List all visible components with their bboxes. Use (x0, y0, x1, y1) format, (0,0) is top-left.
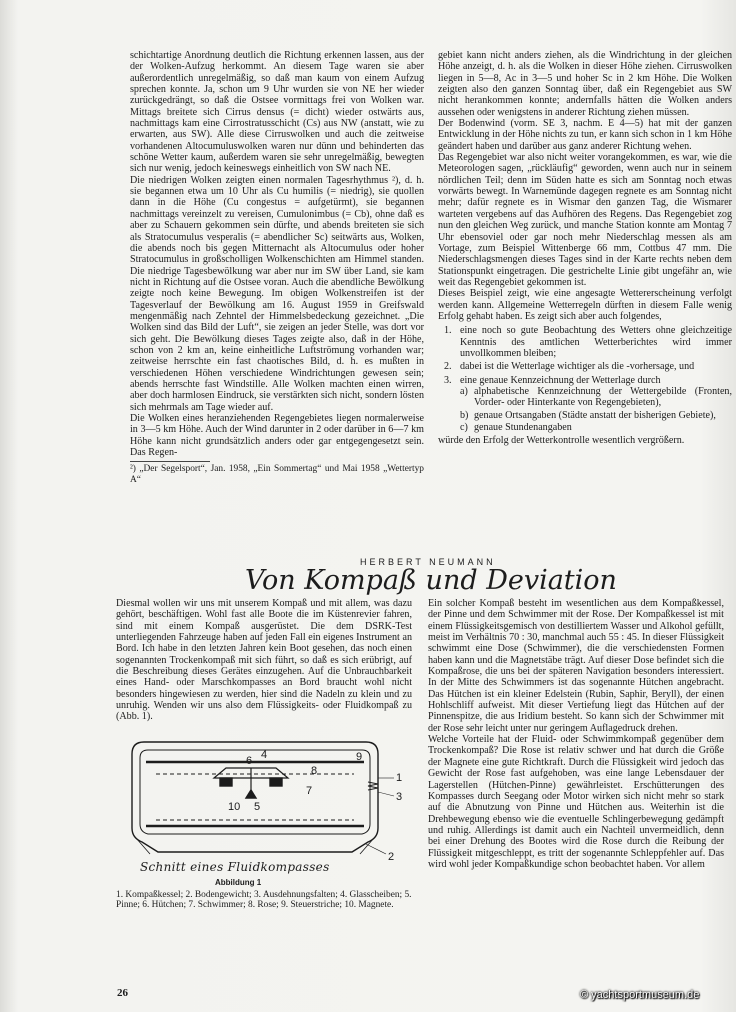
figure-number-9: 9 (356, 751, 363, 763)
figure-number-2: 2 (388, 851, 395, 863)
figure-number-10: 10 (228, 801, 241, 813)
compass-cross-section-figure (116, 738, 412, 863)
paragraph: Die niedrigen Wolken zeigten einen normalen Tagesrhythmus ²), d. h. sie begannen etwa um 10 Uhr als Cu humilis (= niedrig), sie quollen dann in die Höhe (Cu congestus = aufgetürmt), sie begannen nachmittags vereinzelt zu vereisen, Cumulonimbus (= Cb), ohne daß es aber zu Schauern gekommen sein dürfte, und abends breiteten sie sich als Stratocumulus vesperalis (= abendlicher Sc) seitwärts aus, Wolken, die abends noch bis gegen Mitternacht als Altocumulus oder hoher Stratocumulus in großscholligen Wolkenschichten am Himmel standen. Die niedrige Tagesbewölkung war aber nur im SW über Land, sie kam nicht in Richtung auf die Ostsee voran. Auch die abendliche Bewölkung zeigte noch keine Bewegung. Im obigen Wolkenstreifen ist der Tagesverlauf der Bewölkung am 16. August 1959 in Greifswald mengenmäßig nach Zehntel der Himmelsbedeckung gezeichnet. „Die Wolken sind das Bild der Luft“, sie zeigen an jeder Stelle, was dort vor sich geht. Die Bewölkung dieses Tages zeigte also, daß in der Höhe, schon von 2 km an, keine einheitliche Luftströmung vorhanden war; zeitweise herrschte ein fast chaotisches Bild, d. h. es mußten in verschiedenen Höhen verschiedene Windrichtungen gewesen sein; abends herrschte fast Windstille. Alle Wolken machten einen wirren, aber doch harmlosen Eindruck, sie verstärkten sich nicht, sondern lösten sich mehrmals am Tage wieder auf. (130, 174, 424, 413)
paragraph: Der Bodenwind (vorm. SE 3, nachm. E 4—5) hat mit der ganzen Entwicklung in der Höhe nichts zu tun, er kann sich schon in 1 km Höhe geändert haben und darüber aus ganz anderer Richtung wehen. (438, 118, 732, 152)
page-number: 26 (117, 987, 128, 999)
paragraph: schichtartige Anordnung deutlich die Richtung erkennen lassen, aus der der Wolken-Aufzug herkommt. An diesem Tage waren sie aber außerordentlich unregelmäßig, so daß man kaum von einem Aufzug sprechen konnte. Ja, schon um 9 Uhr wurden sie von NE her wieder zurückgedrängt, so daß die Ostsee vormittags frei von Wolken war. Mittags breitete sich Cirrus densus (= dicht) wieder ostwärts aus, nachmittags kam eine Cirrostratusschicht (Cs) aus NW (anstatt, wie zu erwarten, aus SW). Alle diese Cirruswolken und auch die zeitweise vorhandenen Altocumuluswolken waren nur dünn und behinderten das schöne Wetter kaum, außerdem waren sie sehr unregelmäßig, bewegten sich nur wenig, jedoch keineswegs einheitlich von SW nach NE. (130, 50, 424, 175)
article-title: Von Kompaß und Deviation (245, 565, 617, 596)
figure-number-6: 6 (246, 755, 253, 767)
figure-label: Abbildung 1 (215, 878, 262, 887)
paragraph: Ein solcher Kompaß besteht im wesentlichen aus dem Kompaßkessel, der Pinne und dem Schwimmer mit der Rose. Der Kompaßkessel ist mit einem Flüssigkeitsgemisch von destilliertem Wasser und Alkohol gefüllt, meist im Verhältnis 70 : 30, manchmal auch 55 : 45. In dieser Flüssigkeit schwimmt eine Dose (Schwimmer), die die verschiedensten Formen haben kann und die Magnetstäbe trägt. Auf dieser Dose befindet sich die Kompaßrose, die uns bei der späteren Navigation besonders interessiert. In der Mitte des Schwimmers ist das sogenannte Hütchen angebracht. Das Hütchen ist ein kleiner Edelstein (Rubin, Saphir, Beryll), der einen Hohlschliff aufweist. Mit dieser Vertiefung liegt das Hütchen auf der Pinnenspitze, die aus Iridium besteht. So kann sich der Schwimmer mit der Rose sehr leicht unter nur geringem Auflagedruck drehen. (428, 598, 724, 734)
article-author: HERBERT NEUMANN (360, 557, 496, 567)
figure-caption: Schnitt eines Fluidkompasses (140, 860, 330, 874)
list-item: 2. dabei ist die Wetterlage wichtiger als die -vorhersage, und (444, 361, 695, 373)
column-2 (438, 50, 732, 447)
figure-number-7: 7 (306, 785, 313, 797)
paragraph: Das Regengebiet war also nicht weiter vorangekommen, es war, wie die Meteorologen sagen, „rückläufig“ geworden, wenn auch nur in seinem nördlichen Teil; denn im Süden hatte es sich am Sonntag noch etwas vorwärts bewegt. In Warnemünde dagegen regnete es am Sonntag nicht mehr; dafür regnete es in Wismar den ganzen Tag, die Wismarer warteten vergebens auf das Aufhören des Regens. Das Regengebiet zog nun den gleichen Weg zurück, und manche Station konnte am Montag 7 Uhr ebensoviel oder gar noch mehr Niederschlag messen als am Vortage, zum Beispiel Wittenberge 66 mm, Cottbus 47 mm. Die Niederschlagsmengen dieses Tages sind in der Karte rechts neben dem Stationspunkt eingetragen. Die gestrichelte Linie gibt ungefähr an, wie weit das Regengebiet gekommen ist. (438, 152, 732, 288)
paragraph: Die Wolken eines heranziehenden Regengebietes liegen normalerweise in 3—5 km Höhe. Auch der Wind darunter in 2 oder darüber in 6—7 km Höhe kann nicht grundsätzlich anders oder gar entgegengesetzt sein. Das Regen- (130, 413, 424, 459)
paragraph: gebiet kann nicht anders ziehen, als die Windrichtung in der gleichen Höhe anzeigt, d. h. als die Wolken in dieser Höhe ziehen. Cirruswolken liegen in 5—8, Ac in 3—5 und hoher Sc in 2 km Höhe. Die Wolken zeigten also den ganzen Sonntag über, daß ein Regengebiet aus SW nicht herankommen konnte; andernfalls hätten die Wolken anders aussehen oder wenigstens in anderer Richtung ziehen müssen. (438, 50, 732, 118)
numbered-list (438, 325, 732, 433)
list-item: 1. eine noch so gute Beobachtung des Wetters ohne gleichzeitige Kenntnis des amtlichen Wetterberichtes wird immer unvollkommen bleiben; (444, 325, 732, 359)
sub-list-item: c) genaue Stundenangaben (460, 422, 572, 433)
figure-number-5: 5 (254, 801, 261, 813)
paragraph: Diesmal wollen wir uns mit unserem Kompaß und mit allem, was dazu gehört, beschäftigen. Wohl fast alle Boote die im Küstenrevier fahren, sind mit einem Kompaß ausgerüstet. Die dem DSRK-Test unterliegenden Fahrzeuge haben auf jeden Fall ein eigenes Instrument an Bord. Ich habe in den letzten Jahren kein Boot gesehen, das noch einen sogenannten Trockenkompaß mit sich führt, so daß es sich erübrigt, auf die Beschreibung dieses Gerätes einzugehen. Auf die Unbrauchbarkeit eines Hand- oder Marschkompasses an Bord braucht wohl nicht besonders hingewiesen zu werden, hier sind die Nadeln zu klein und zu unruhig. Wenden wir uns also dem Flüssigkeits- oder Fluidkompaß zu (Abb. 1). (116, 598, 412, 723)
figure-number-4: 4 (261, 749, 268, 761)
column-4 (428, 598, 724, 870)
column-1 (130, 50, 424, 486)
paragraph: Dieses Beispiel zeigt, wie eine angesagte Wettererscheinung verfolgt werden kann. Allgemeine Wetterregeln dürften in diesem Falle wenig Erfolg gehabt haben. Es zeigt sich aber auch folgendes, (438, 288, 732, 322)
sub-list (460, 386, 732, 433)
sub-list-item: a) alphabetische Kennzeichnung der Wettergebilde (Fronten, Vorder- oder Hinterkante von Regengebieten), (460, 385, 732, 409)
figure-number-8: 8 (311, 765, 318, 777)
figure-number-1: 1 (396, 772, 403, 784)
footnote: ²) „Der Segelsport“, Jan. 1958, „Ein Sommertag“ und Mai 1958 „Wettertyp A“ (130, 464, 424, 485)
figure-number-3: 3 (396, 791, 403, 803)
figure-legend: 1. Kompaßkessel; 2. Bodengewicht; 3. Ausdehnungsfalten; 4. Glasscheiben; 5. Pinne; 6. Hütchen; 7. Schwimmer; 8. Rose; 9. Steuerstriche; 10. Magnete. (116, 890, 412, 911)
sub-list-item: b) genaue Ortsangaben (Städte anstatt der bisherigen Gebiete), (460, 409, 716, 421)
column-3 (116, 598, 412, 723)
paragraph: würde den Erfolg der Wetterkontrolle wesentlich vergrößern. (438, 435, 685, 447)
watermark: © yachtsportmuseum.de (580, 989, 700, 1001)
list-item: 3. eine genaue Kennzeichnung der Wetterlage durch a) alphabetische Kennzeichnung der Wettergebilde (Fronten, Vorder- oder Hinterkante von Regengebieten), b) genaue Ortsangaben (Städte anstatt der bisherigen Gebiete), c) genaue Stundenangaben (444, 374, 732, 433)
paragraph: Welche Vorteile hat der Fluid- oder Schwimmkompaß gegenüber dem Trockenkompaß? Die Rose ist relativ schwer und hat durch die Größe der Magnete eine gute Richtkraft. Durch die Flüssigkeit wird jedoch das Gewicht der Rose fast aufgehoben, was eine lange Lebensdauer der Lagerstellen (Hütchen-Pinne) gewährleistet. Erschütterungen des Kompasses durch Seegang oder Motor wirken sich nicht mehr so stark auf die Abnutzung von Pinne und Hütchen aus. Weiterhin ist die Drehbewegung ebenso wie die eventuelle Schlingerbewegung gedämpft und ruhig. Allerdings ist damit auch ein Nachteil unvermeidlich, denn bei einer Drehung des Bootes wird die Rose durch die Reibung der Flüssigkeit mitgeschleppt, es tritt der sogenannte Schleppfehler auf. Das wird wohl jeder Kompaßkundige schon beobachtet haben. Vor allem (428, 734, 724, 870)
